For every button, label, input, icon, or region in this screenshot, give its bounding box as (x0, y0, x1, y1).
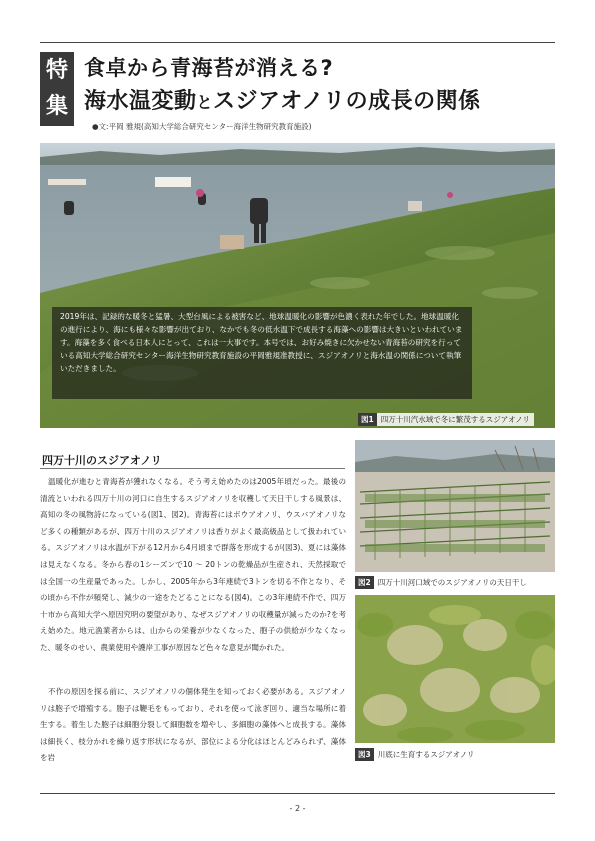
section-heading-rule (40, 468, 345, 469)
figure-3-caption-text: 川底に生育するスジアオノリ (377, 750, 475, 759)
title-line-1: 食卓から青海苔が消える? (84, 56, 334, 80)
section-heading: 四万十川のスジアオノリ (42, 454, 162, 467)
top-rule (40, 42, 555, 43)
riverbed-algae-photo (355, 595, 555, 743)
figure-2-caption (355, 576, 527, 589)
title-line-2-part-b: と (196, 93, 214, 112)
figure-1-caption-text: 四万十川汽水域で冬に繁茂するスジアオノリ (380, 415, 530, 424)
bottom-rule (40, 793, 555, 794)
feature-tag-char-2: 集 (45, 93, 68, 119)
page-number: - 2 - (289, 804, 306, 813)
title-line-2 (84, 84, 481, 115)
figure-2-number: 図2 (355, 576, 374, 589)
figure-3-number: 図3 (355, 748, 374, 761)
author-byline: ●文:平岡 雅規(高知大学総合研究センター海洋生物研究教育施設) (92, 122, 312, 131)
drying-racks-photo (355, 440, 555, 572)
figure-2-caption-text: 四万十川河口域でのスジアオノリの天日干し (377, 578, 527, 587)
figure-3-caption (355, 748, 474, 761)
title-line-2-part-c: スジアオノリの成長の関係 (213, 89, 481, 114)
title-line-2-part-a: 海水温変動 (84, 89, 197, 114)
figure-1-caption (358, 413, 534, 426)
lead-text-box: 2019年は、記録的な暖冬と猛暑、大型台風による被害など、地球温暖化の影響が色濃く表れた年でした。地球温暖化の進行により、海にも様々な影響が出ており、なかでも冬の低水温下で成長する海藻への影響は大きいといわれています。海藻を多く食べる日本人にとって、これは一大事です。本号では、お好み焼きに欠かせない青海苔の研究を行っている高知大学総合研究センター海洋生物研究教育施設の平岡雅規准教授に、スジアオノリと海水温の関係について執筆いただきました。 (52, 307, 472, 399)
body-paragraph-1: 温暖化が進むと青海苔が獲れなくなる。そう考え始めたのは2005年頃だった。最後の清流といわれる四万十川の河口に自生するスジアオノリを収穫して天日干しする風景は、高知の冬の風物詩になっている(図1、図2)。青海苔にはボウアオノリ、ウスバアオノリなど多くの種類があるが、四万十川のスジアオノリは香りがよく最高級品として扱われている。スジアオノリは水温が下がる12月から4月頃まで群落を形成するが(図3)、夏には藻体は見えなくなる。冬から春の1シーズンで10 〜 20トンの乾燥品が生産され、天然採取では全国一の生産量であった。しかし、2005年から3年連続で3トンを切る不作となり、その頃から不作が頻発し、減少の一途をたどることになる(図4)。この3年連続不作で、四万十市から高知大学へ原因究明の要望があり、なぜスジアオノリの収穫量が減ったのか?を考え始めた。地元漁業者からは、山からの栄養が少なくなった、胞子の供給が少なくなった、暖冬のせい、農業使用や護岸工事が原因など色々な意見が聞かれた。 (40, 477, 346, 652)
feature-tag-char-1: 特 (45, 57, 68, 83)
figure-1-number: 図1 (358, 413, 377, 426)
figure-3-photo (355, 595, 555, 743)
figure-2-photo (355, 440, 555, 572)
body-paragraph-2: 不作の原因を探る前に、スジアオノリの個体発生を知っておく必要がある。スジアオノリは胞子で増殖する。胞子は鞭毛をもっており、それを使って泳ぎ回り、適当な場所に着生する。着生した胞子は細胞分裂して細胞数を増やし、多細胞の藻体へと成長する。藻体は細長く、枝分かれを繰り返す形状になるが、部位による分化はほとんどみられず、藻体を岩 (40, 687, 346, 763)
feature-tag (40, 52, 74, 126)
